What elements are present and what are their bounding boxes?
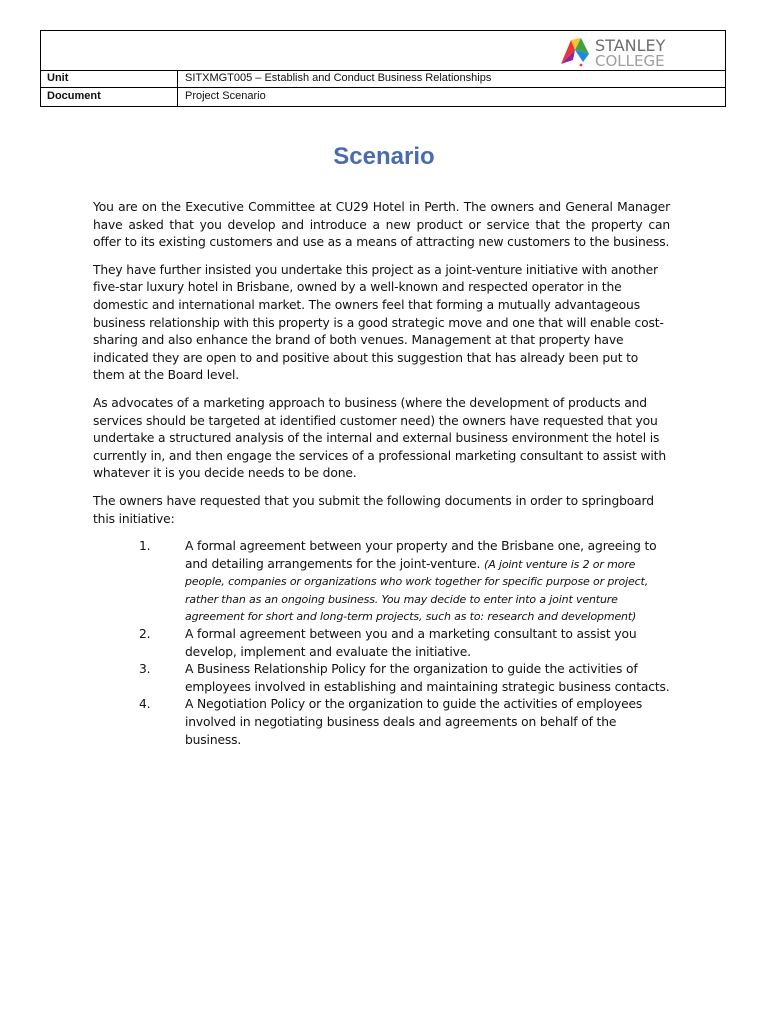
list-item: [93, 538, 670, 626]
documents-list: [93, 538, 670, 749]
list-item-text: A Business Relationship Policy for the organization to guide the activities of employees involved in establishing and maintaining strategic business contacts.: [185, 662, 670, 694]
list-number: 1.: [139, 539, 151, 554]
list-number: 4.: [139, 697, 151, 712]
unit-label: Unit: [41, 71, 178, 87]
list-number: 3.: [139, 662, 151, 677]
list-item-text: A Negotiation Policy or the organization to guide the activities of employees involved in negotiating business deals and agreements on behalf of the business.: [185, 697, 643, 747]
page-title: Scenario: [333, 143, 435, 170]
document-row: [41, 87, 725, 106]
document-value: Project Scenario: [185, 90, 266, 102]
paragraph: You are on the Executive Committee at CU29 Hotel in Perth. The owners and General Manager have asked that you develop and introduce a new product or service that the property can offer to its existing customers and use as a means of attracting new customers to the business.: [93, 200, 670, 250]
list-item-body: [185, 538, 670, 626]
paragraph: They have further insisted you undertake this project as a joint-venture initiative with another five-star luxury hotel in Brisbane, owned by a well-known and respected operator in the domestic and international market. The owners feel that forming a mutually advantageous business relationship with this property is a good strategic move and one that will enable cost-sharing and also enhance the brand of both venues. Management at that property have indicated they are open to and positive about this suggestion that has already been put to them at the Board level.: [93, 262, 664, 383]
document-header-table: [40, 30, 726, 107]
list-item: [93, 626, 670, 661]
list-item-note: (A joint venture is 2 or more people, companies or organizations who work together for specific purpose or project, rather than as an ongoing business. You may decide to enter into a joint venture agreement for short and long-term projects, such as to: research and development): [185, 557, 649, 624]
list-item: [93, 696, 670, 749]
document-label: Document: [41, 88, 178, 106]
paragraph: As advocates of a marketing approach to business (where the development of products and services should be targeted at identified customer need) the owners have requested that you undertake a structured analysis of the internal and external business environment the hotel is currently in, and then engage the services of a professional marketing consultant to assist with whatever it is you decide needs to be done.: [93, 395, 666, 481]
list-item: [93, 661, 670, 696]
stanley-college-logo: [559, 34, 677, 68]
paragraph: The owners have requested that you submit the following documents in order to springboard this initiative:: [93, 493, 654, 526]
list-number: 2.: [139, 627, 151, 642]
list-item-text: A formal agreement between you and a marketing consultant to assist you develop, implement and evaluate the initiative.: [185, 627, 637, 659]
header-logo-row: [41, 31, 725, 71]
list-item-text: A formal agreement between your property and the Brisbane one, agreeing to and detailing arrangements for the joint-venture.: [185, 539, 657, 571]
unit-value: SITXMGT005 – Establish and Conduct Business Relationships: [185, 72, 492, 84]
svg-text:COLLEGE: COLLEGE: [595, 52, 665, 68]
svg-text:STANLEY: STANLEY: [595, 36, 666, 55]
unit-row: [41, 71, 725, 87]
scenario-body: [93, 199, 670, 749]
